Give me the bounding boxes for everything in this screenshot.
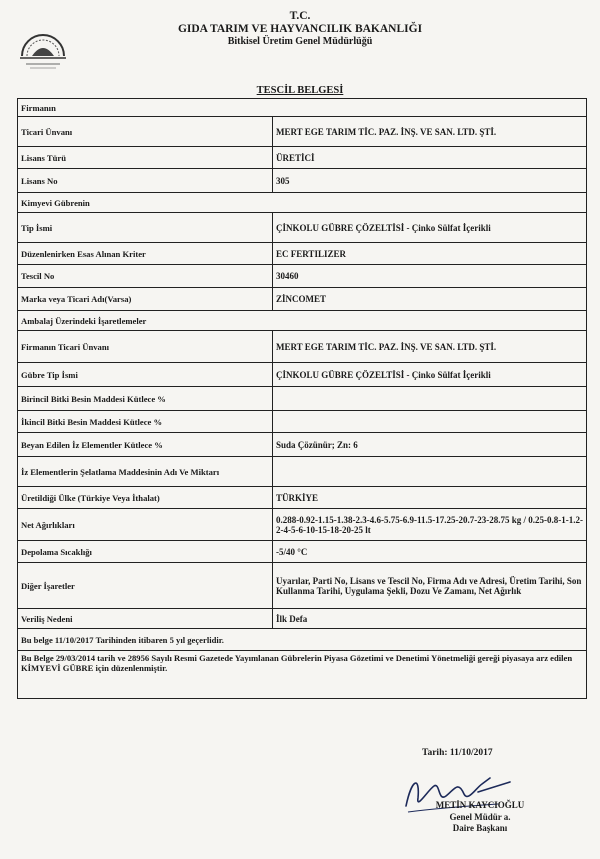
value-selatlama [273, 457, 587, 487]
label-ikincil: İkincil Bitki Besin Maddesi Kütlece % [18, 411, 273, 433]
table-row [18, 609, 587, 629]
label-firma-ticari-unvan: Firmanın Ticari Ünvanı [18, 331, 273, 363]
label-marka: Marka veya Ticari Adı(Varsa) [18, 288, 273, 311]
table-row [18, 629, 587, 651]
label-uretim-ulkesi: Üretildiği Ülke (Türkiye Veya İthalat) [18, 487, 273, 509]
label-lisans-turu: Lisans Türü [18, 147, 273, 169]
table-row [18, 331, 587, 363]
section-kimyevi: Kimyevi Gübrenin [18, 193, 587, 213]
table-row [18, 311, 587, 331]
value-lisans-no: 305 [273, 169, 587, 193]
table-row [18, 363, 587, 387]
value-kriter: EC FERTILIZER [273, 243, 587, 265]
value-tip-ismi: ÇİNKOLU GÜBRE ÇÖZELTİSİ - Çinko Sülfat İçerikli [273, 213, 587, 243]
label-selatlama: İz Elementlerin Şelatlama Maddesinin Adı Ve Miktarı [18, 457, 273, 487]
label-net-agirlik: Net Ağırlıkları [18, 509, 273, 541]
value-birincil [273, 387, 587, 411]
value-diger-isaretler: Uyarılar, Parti No, Lisans ve Tescil No, Firma Adı ve Adresi, Üretim Tarihi, Son Kullanma Tarihi, Uygulama Şekli, Dozu Ve Zamanı, Net Ağırlık [273, 563, 587, 609]
table-row [18, 99, 587, 117]
table-row [18, 509, 587, 541]
header-ministry: GIDA TARIM VE HAYVANCILIK BAKANLIĞI [177, 23, 423, 35]
document-title: TESCİL BELGESİ [256, 85, 344, 96]
section-firma: Firmanın [18, 99, 587, 117]
value-ticari-unvan: MERT EGE TARIM TİC. PAZ. İNŞ. VE SAN. LTD. ŞTİ. [273, 117, 587, 147]
issue-date: Tarih: 11/10/2017 [422, 748, 493, 758]
table-row [18, 387, 587, 411]
table-row [18, 213, 587, 243]
table-row [18, 169, 587, 193]
signatory-title: Genel Müdür a. [449, 811, 511, 822]
label-tescil-no: Tescil No [18, 265, 273, 288]
table-row [18, 243, 587, 265]
label-verilis-nedeni: Veriliş Nedeni [18, 609, 273, 629]
table-row [18, 487, 587, 509]
signatory-block [420, 800, 540, 835]
table-row [18, 651, 587, 699]
registration-form-table [17, 98, 587, 699]
table-row [18, 117, 587, 147]
table-row [18, 411, 587, 433]
label-lisans-no: Lisans No [18, 169, 273, 193]
value-lisans-turu: ÜRETİCİ [273, 147, 587, 169]
label-birincil: Birincil Bitki Besin Maddesi Kütlece % [18, 387, 273, 411]
header-directorate: Bitkisel Üretim Genel Müdürlüğü [227, 36, 373, 47]
label-iz-elementler: Beyan Edilen İz Elementler Kütlece % [18, 433, 273, 457]
value-iz-elementler: Suda Çözünür; Zn: 6 [273, 433, 587, 457]
table-row [18, 563, 587, 609]
value-verilis-nedeni: İlk Defa [273, 609, 587, 629]
value-tescil-no: 30460 [273, 265, 587, 288]
table-row [18, 541, 587, 563]
value-uretim-ulkesi: TÜRKİYE [273, 487, 587, 509]
table-row [18, 433, 587, 457]
header [0, 10, 600, 48]
section-ambalaj: Ambalaj Üzerindeki İşaretlemeler [18, 311, 587, 331]
table-row [18, 288, 587, 311]
table-row [18, 457, 587, 487]
label-depolama: Depolama Sıcaklığı [18, 541, 273, 563]
signatory-title-2: Daire Başkanı [452, 823, 508, 833]
table-row [18, 193, 587, 213]
label-tip-ismi: Tip İsmi [18, 213, 273, 243]
label-gubre-tip: Gübre Tip İsmi [18, 363, 273, 387]
value-gubre-tip: ÇİNKOLU GÜBRE ÇÖZELTİSİ - Çinko Sülfat İçerikli [273, 363, 587, 387]
header-tc: T.C. [289, 10, 311, 22]
label-kriter: Düzenlenirken Esas Alınan Kriter [18, 243, 273, 265]
validity-note: Bu belge 11/10/2017 Tarihinden itibaren 5 yıl geçerlidir. [18, 629, 587, 651]
signatory-name: METİN KAYCIOĞLU [435, 800, 525, 810]
value-net-agirlik: 0.288-0.92-1.15-1.38-2.3-4.6-5.75-6.9-11.5-17.25-20.7-23-28.75 kg / 0.25-0.8-1-1.2-2-4-5-6-10-15-18-20-25 lt [273, 509, 587, 541]
table-row [18, 265, 587, 288]
label-diger-isaretler: Diğer İşaretler [18, 563, 273, 609]
value-firma-ticari-unvan: MERT EGE TARIM TİC. PAZ. İNŞ. VE SAN. LTD. ŞTİ. [273, 331, 587, 363]
table-row [18, 147, 587, 169]
value-marka: ZİNCOMET [273, 288, 587, 311]
legal-note: Bu Belge 29/03/2014 tarih ve 28956 Sayılı Resmi Gazetede Yayımlanan Gübrelerin Piyasa Gözetimi ve Denetimi Yönetmeliği gereği piyasaya arz edilen KİMYEVİ GÜBRE için düzenlenmiştir. [18, 651, 587, 699]
value-ikincil [273, 411, 587, 433]
value-depolama: -5/40 °C [273, 541, 587, 563]
label-ticari-unvan: Ticari Ünvanı [18, 117, 273, 147]
